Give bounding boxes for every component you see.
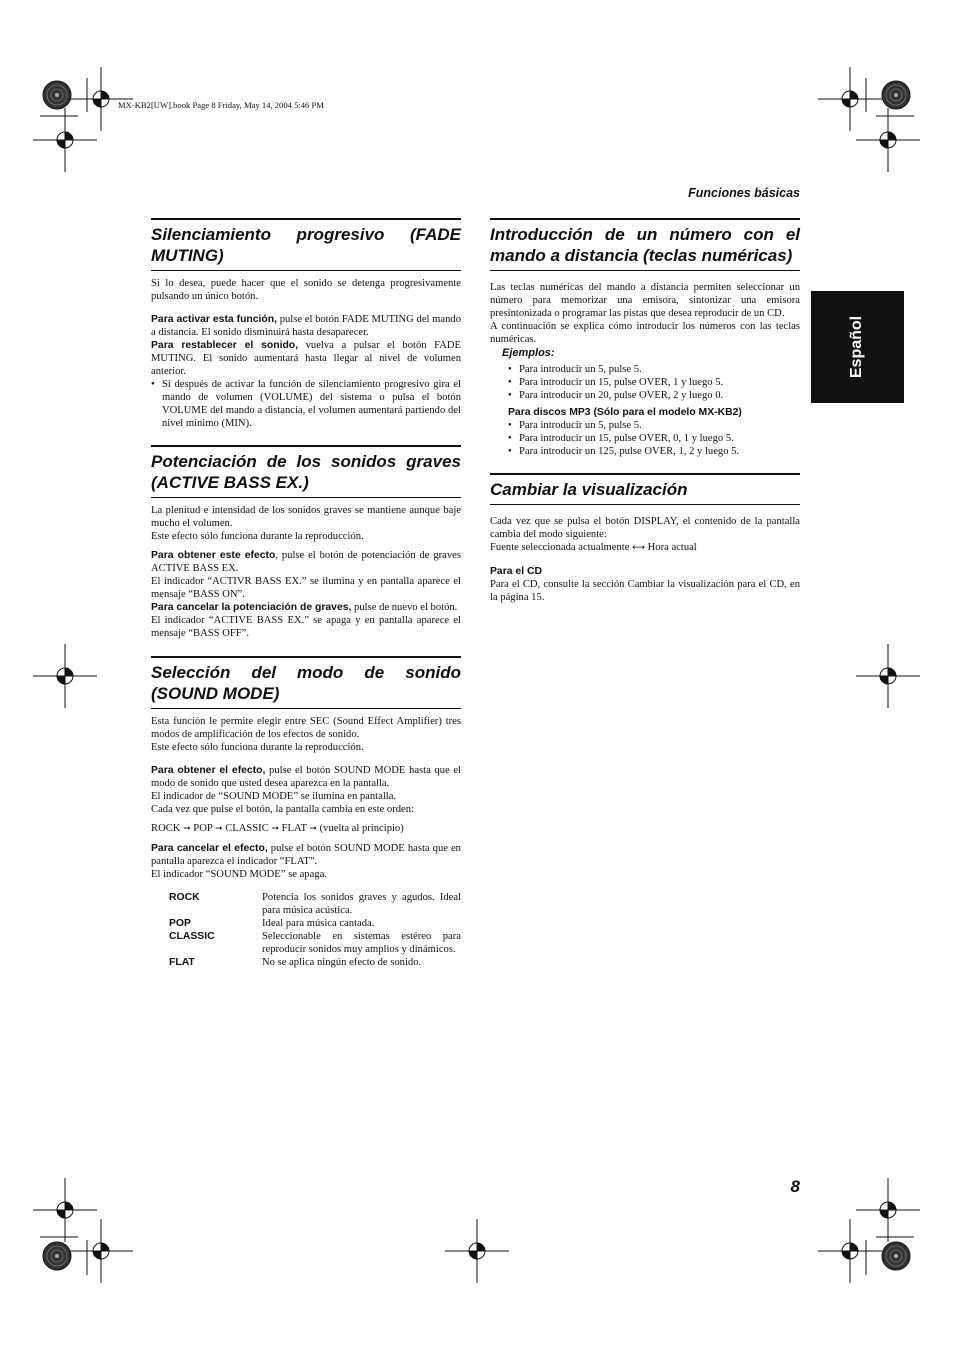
arrow-right-icon: ➞ xyxy=(271,824,279,834)
sound-obtain xyxy=(151,764,461,790)
display-cd-label: Para el CD xyxy=(490,566,542,577)
language-tab-label: Español xyxy=(848,315,865,379)
sound-cancel xyxy=(151,842,461,868)
mode-row-pop xyxy=(169,917,461,930)
display-heading: Cambiar la visualización xyxy=(490,473,800,505)
bass-cancel-note: El indicador “ACTIVE BASS EX.” se apaga y en pantalla aparece el mensaje “BASS OFF”. xyxy=(151,615,461,639)
sound-intro-1: Esta función le permite elegir entre SEC (Sound Effect Amplifier) tres modos de amplificación de los efectos de sonido. xyxy=(151,716,461,740)
mode-name: ROCK xyxy=(169,892,200,903)
sound-cancel-text: pulse el botón SOUND MODE hasta que en pantalla aparezca el indicador “FLAT”. xyxy=(151,843,461,867)
bass-cancel-label: Para cancelar la potenciación de graves, xyxy=(151,602,352,613)
arrow-right-icon: ➞ xyxy=(215,824,223,834)
active-bass-heading: Potenciación de los sonidos graves (ACTIVE BASS EX.) xyxy=(151,445,461,498)
fade-intro: Si lo desea, puede hacer que el sonido se detenga progresivamente pulsando un único botón. xyxy=(151,278,461,302)
double-arrow-icon: ⟷ xyxy=(632,543,645,553)
bass-obtain xyxy=(151,549,461,575)
fade-bullet: • Si después de activar la función de silenciamiento progresivo gira el mando de volumen (VOLUME) del sistema o pulsa el botón VOLUME del mando a distancia, el volumen aumentará partiendo del nivel mínimo (MIN). xyxy=(151,378,461,430)
fade-restore-label: Para restablecer el sonido, xyxy=(151,340,299,351)
fade-muting-heading: Silenciamiento progresivo (FADE MUTING) xyxy=(151,218,461,271)
sound-obtain-note-1: El indicador de “SOUND MODE” se ilumina en pantalla. xyxy=(151,791,397,802)
sound-obtain-text: pulse el botón SOUND MODE hasta que el modo de sonido que usted desea aparezca en la pantalla. xyxy=(151,765,461,789)
bass-obtain-text: , pulse el botón de potenciación de graves ACTIVE BASS EX. xyxy=(151,550,461,574)
list-item: • Para introducir un 20, pulse OVER, 2 y luego 0. xyxy=(508,389,800,402)
mode-desc: Ideal para música cantada. xyxy=(262,918,375,929)
bass-obtain-note: El indicador “ACTIVR BASS EX.” se ilumina y en pantalla aparece el mensaje “BASS ON”. xyxy=(151,576,461,600)
display-cd-label-line xyxy=(490,565,800,578)
display-intro: Cada vez que se pulsa el botón DISPLAY, el contenido de la pantalla cambia del modo siguiente: xyxy=(490,516,800,540)
mode-row-flat xyxy=(169,956,461,969)
seq-back: (vuelta al principio) xyxy=(319,823,404,834)
mode-row-classic xyxy=(169,930,461,956)
book-info: MX-KB2[UW].book Page 8 Friday, May 14, 2004 5:46 PM xyxy=(118,100,324,110)
bass-obtain-label: Para obtener este efecto xyxy=(151,550,276,561)
sound-mode-table xyxy=(169,891,461,969)
language-tab xyxy=(811,291,904,403)
list-item: • Para introducir un 5, pulse 5. xyxy=(508,419,800,432)
fade-activate xyxy=(151,313,461,339)
display-cycle-left: Fuente seleccionada actualmente xyxy=(490,542,630,553)
list-item: • Para introducir un 15, pulse OVER, 1 y luego 5. xyxy=(508,376,800,389)
list-item: • Para introducir un 15, pulse OVER, 0, 1 y luego 5. xyxy=(508,432,800,445)
mode-desc: Seleccionable en sistemas estéreo para reproducir sonidos muy amplios y dinámicos. xyxy=(262,931,461,955)
mp3-title xyxy=(508,406,800,419)
display-cycle xyxy=(490,541,800,555)
sound-mode-sequence xyxy=(151,822,461,836)
seq-pop: POP xyxy=(193,823,213,834)
examples-title: Ejemplos: xyxy=(502,347,555,359)
display-cycle-right: Hora actual xyxy=(647,542,697,553)
numeric-intro-1: Las teclas numéricas del mando a distancia permiten seleccionar un número para memorizar una emisora, sintonizar una emisora presintonizada o programar las pistas que desea reproducir de un CD. xyxy=(490,282,800,319)
numeric-keys-heading: Introducción de un número con el mando a distancia (teclas numéricas) xyxy=(490,218,800,271)
bass-cancel-text: pulse de nuevo el botón. xyxy=(351,602,458,613)
bass-cancel xyxy=(151,601,461,614)
mode-name: FLAT xyxy=(169,957,195,968)
bass-intro-2: Este efecto sólo funciona durante la reproducción. xyxy=(151,531,364,542)
left-column xyxy=(151,218,461,969)
seq-classic: CLASSIC xyxy=(225,823,269,834)
examples-list xyxy=(490,363,800,458)
fade-activate-label: Para activar esta función, xyxy=(151,314,278,325)
mode-desc: No se aplica ningún efecto de sonido. xyxy=(262,957,422,968)
list-item: • Para introducir un 5, pulse 5. xyxy=(508,363,800,376)
page-number: 8 xyxy=(790,1177,800,1196)
fade-activate-text: pulse el botón FADE MUTING del mando a distancia. El sonido disminuirá hasta desaparecer. xyxy=(151,314,461,338)
fade-restore xyxy=(151,339,461,378)
seq-rock: ROCK xyxy=(151,823,181,834)
mp3-title-label: Para discos MP3 (Sólo para el modelo MX-KB2) xyxy=(508,407,742,418)
sound-obtain-note-2: Cada vez que pulse el botón, la pantalla cambia en este orden: xyxy=(151,804,414,815)
display-cd-text: Para el CD, consulte la sección Cambiar la visualización para el CD, en la página 15. xyxy=(490,579,800,603)
mode-name: CLASSIC xyxy=(169,931,215,942)
sound-obtain-label: Para obtener el efecto, xyxy=(151,765,266,776)
fade-restore-text: vuelva a pulsar el botón FADE MUTING. El sonido aumentará hasta llegar al nivel de volumen anterior. xyxy=(151,340,461,377)
seq-flat: FLAT xyxy=(281,823,307,834)
numeric-intro-2: A continuación se explica cómo introducir los números con las teclas numéricas. xyxy=(490,321,800,345)
mode-name: POP xyxy=(169,918,191,929)
right-column xyxy=(490,218,800,604)
bass-intro-1: La plenitud e intensidad de los sonidos graves se mantiene aunque baje mucho el volumen. xyxy=(151,505,461,529)
mode-desc: Potencia los sonidos graves y agudos. Ideal para música acústica. xyxy=(262,892,461,916)
sound-mode-heading: Selección del modo de sonido (SOUND MODE) xyxy=(151,656,461,709)
mode-row-rock xyxy=(169,891,461,917)
running-head: Funciones básicas xyxy=(688,186,800,200)
sound-cancel-label: Para cancelar el efecto, xyxy=(151,843,268,854)
sound-cancel-note: El indicador “SOUND MODE” se apaga. xyxy=(151,869,327,880)
arrow-right-icon: ➞ xyxy=(183,824,191,834)
arrow-right-icon: ➞ xyxy=(309,824,317,834)
list-item: • Para introducir un 125, pulse OVER, 1, 2 y luego 5. xyxy=(508,445,800,458)
sound-intro-2: Este efecto sólo funciona durante la reproducción. xyxy=(151,742,364,753)
